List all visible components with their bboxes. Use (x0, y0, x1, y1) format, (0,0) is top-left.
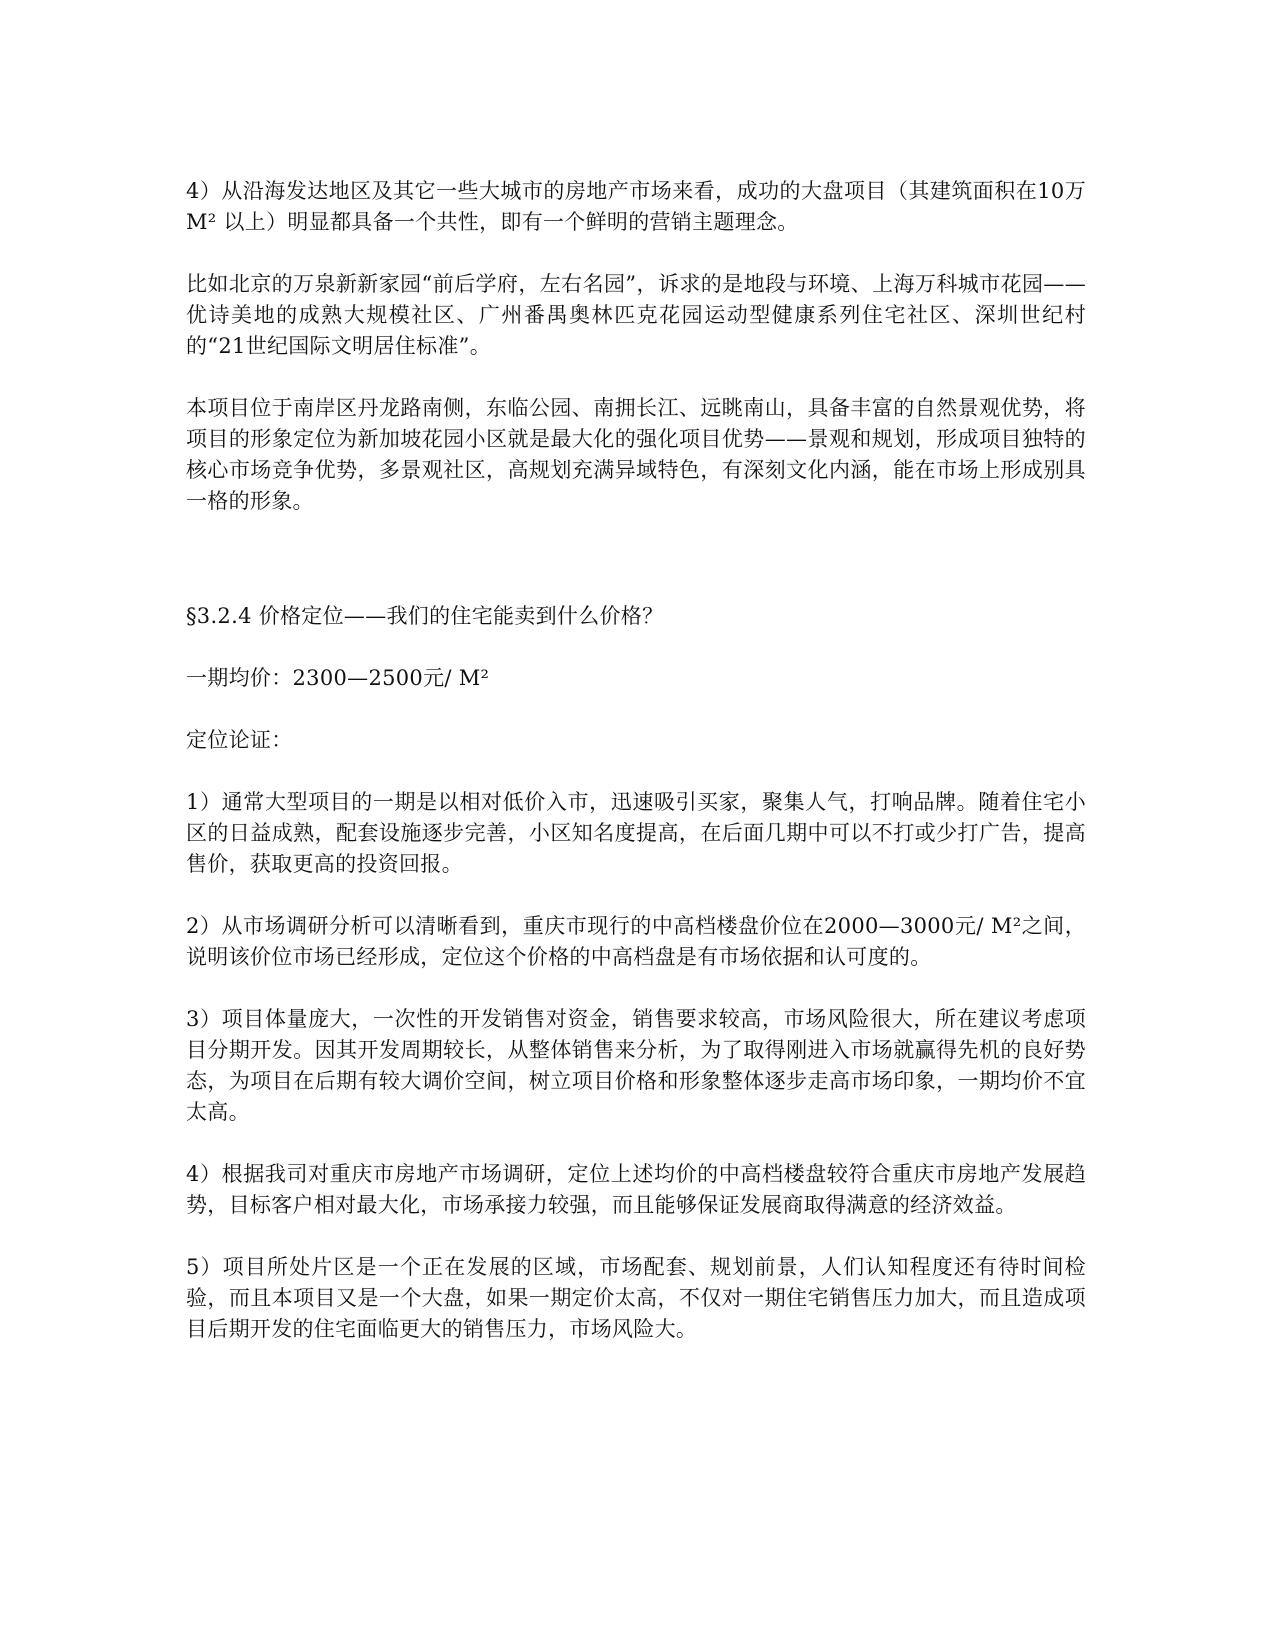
argument-label: 定位论证： (186, 728, 293, 752)
argument-item: 2）从市场调研分析可以清晰看到，重庆市现行的中高档楼盘价位在2000—3000元/ M²之间，说明该价位市场已经形成，定位这个价格的中高档盘是有市场依据和认可度的。 (186, 914, 1086, 969)
argument-item: 5）项目所处片区是一个正在发展的区域，市场配套、规划前景，人们认知程度还有待时间检验，而且本项目又是一个大盘，如果一期定价太高，不仅对一期住宅销售压力加大，而且造成项目后期开发的住宅面临更大的销售压力，市场风险大。 (186, 1255, 1086, 1341)
paragraph-project-positioning: 本项目位于南岸区丹龙路南侧，东临公园、南拥长江、远眺南山，具备丰富的自然景观优势，将项目的形象定位为新加坡花园小区就是最大化的强化项目优势——景观和规划，形成项目独特的核心市场竞争优势，多景观社区，高规划充满异域特色，有深刻文化内涵，能在市场上形成别具一格的形象。 (186, 396, 1086, 513)
price-line: 一期均价：2300—2500元/ M² (186, 666, 490, 690)
paragraph-examples: 比如北京的万泉新新家园“前后学府，左右名园”，诉求的是地段与环境、上海万科城市花园——优诗美地的成熟大规模社区、广州番禺奥林匹克花园运动型健康系列住宅社区、深圳世纪村的“21世纪国际文明居住标准”。 (186, 272, 1086, 358)
argument-item: 1）通常大型项目的一期是以相对低价入市，迅速吸引买家，聚集人气，打响品牌。随着住宅小区的日益成熟，配套设施逐步完善，小区知名度提高，在后面几期中可以不打或少打广告，提高售价，获取更高的投资回报。 (186, 790, 1086, 876)
document-body (186, 176, 1086, 1376)
argument-item: 4）根据我司对重庆市房地产市场调研，定位上述均价的中高档楼盘较符合重庆市房地产发展趋势，目标客户相对最大化，市场承接力较强，而且能够保证发展商取得满意的经济效益。 (186, 1162, 1086, 1217)
section-heading: §3.2.4 价格定位——我们的住宅能卖到什么价格？ (186, 604, 664, 628)
argument-item: 3）项目体量庞大，一次性的开发销售对资金，销售要求较高，市场风险很大，所在建议考虑项目分期开发。因其开发周期较长，从整体销售来分析，为了取得刚进入市场就赢得先机的良好势态，为项目在后期有较大调价空间，树立项目价格和形象整体逐步走高市场印象，一期均价不宜太高。 (186, 1007, 1086, 1124)
paragraph-marketing-theme: 4）从沿海发达地区及其它一些大城市的房地产市场来看，成功的大盘项目（其建筑面积在10万M² 以上）明显都具备一个共性，即有一个鲜明的营销主题理念。 (186, 179, 1086, 234)
